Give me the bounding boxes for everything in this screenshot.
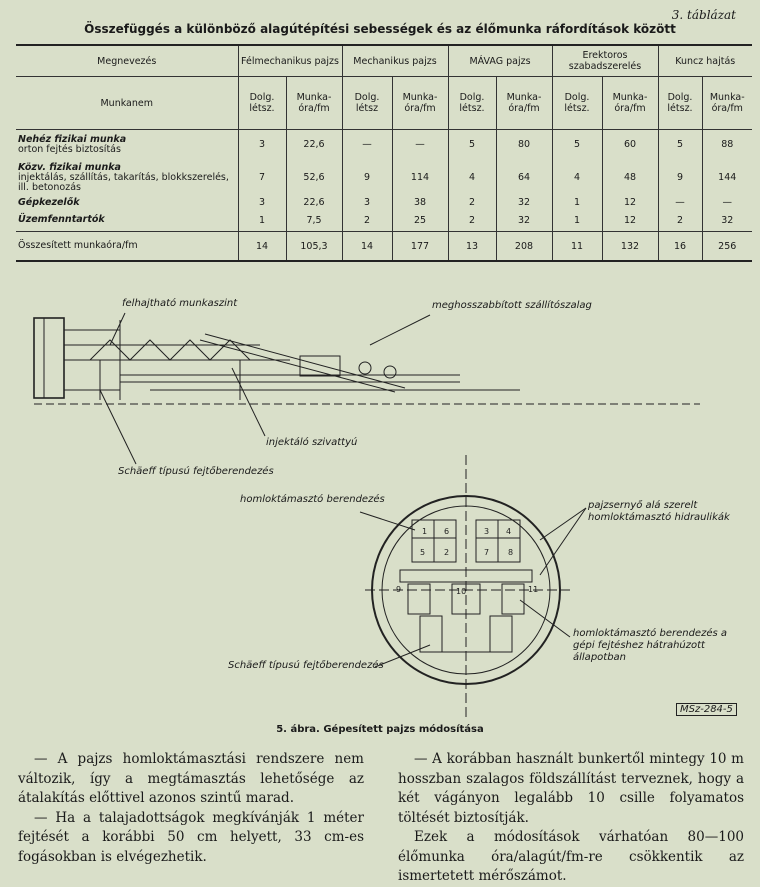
figure-number: 5 <box>420 548 426 557</box>
table-cell: 80 <box>496 130 552 160</box>
table-cell: 1 <box>238 210 286 232</box>
table-cell: 4 <box>552 160 602 196</box>
sub-header: Munka-óra/fm <box>496 77 552 130</box>
sub-header: Munka-óra/fm <box>702 77 752 130</box>
text-column-left <box>18 750 364 867</box>
header-group: MÁVAG pajzs <box>448 45 552 77</box>
table-cell: 177 <box>392 232 448 262</box>
table-cell: 114 <box>392 160 448 196</box>
table-cell: 48 <box>602 160 658 196</box>
sub-header: Dolg. létsz. <box>238 77 286 130</box>
table-cell: 132 <box>602 232 658 262</box>
figure-caption: 5. ábra. Gépesített pajzs módosítása <box>276 724 484 735</box>
label-homloktamaszto-1: homloktámasztó berendezés <box>240 494 385 505</box>
total-label: Összesített munkaóra/fm <box>16 232 238 262</box>
header-group: Erektoros szabadszerelés <box>552 45 658 77</box>
table-row <box>16 160 752 196</box>
table-cell: 1 <box>552 196 602 210</box>
table-cell: 7 <box>238 160 286 196</box>
table-cell: — <box>702 196 752 210</box>
figure-number: 7 <box>484 548 490 557</box>
table-cell: 1 <box>552 210 602 232</box>
sub-header: Dolg. létsz. <box>552 77 602 130</box>
label-pajzsernyo: pajzsernyő alá szerelt homloktámasztó hidraulikák <box>588 500 730 523</box>
row-label: Közv. fizikai munka injektálás, szállítás, takarítás, blokkszerelés, ill. betonozás <box>18 161 229 193</box>
table-cell: 208 <box>496 232 552 262</box>
row-label: Gépkezelők <box>18 196 80 208</box>
header-group: Kuncz hajtás <box>658 45 752 77</box>
figure-number: 3 <box>484 527 490 536</box>
sub-header: Dolg. létsz <box>342 77 392 130</box>
shield-front-view <box>365 455 570 720</box>
table-cell: 16 <box>658 232 702 262</box>
table-cell: 25 <box>392 210 448 232</box>
sub-header: Munka-óra/fm <box>392 77 448 130</box>
row-label: Nehéz fizikai munka orton fejtés biztosítás <box>18 133 127 155</box>
header-group: Mechanikus pajzs <box>342 45 448 77</box>
table-cell: 32 <box>702 210 752 232</box>
table-cell: 144 <box>702 160 752 196</box>
label-homloktamaszto-2: homloktámasztó berendezés a gépi fejtéshez hátrahúzott állapotban <box>573 628 727 663</box>
table-cell: 3 <box>238 196 286 210</box>
table-cell: 88 <box>702 130 752 160</box>
table-title: Összefüggés a különböző alagútépítési sebességek és az élőmunka ráfordítások között <box>84 22 676 36</box>
table-cell: 2 <box>448 196 496 210</box>
table-cell: 38 <box>392 196 448 210</box>
shield-side-view <box>34 318 700 404</box>
figure-number: 9 <box>396 585 402 594</box>
figure-number: 1 <box>422 527 428 536</box>
table-cell: 32 <box>496 210 552 232</box>
row-label: Üzemfenntartók <box>18 214 105 226</box>
label-injektalo: injektáló szivattyú <box>266 437 358 448</box>
data-table <box>16 44 752 262</box>
table-cell: 14 <box>238 232 286 262</box>
table-cell: 3 <box>342 196 392 210</box>
table-cell: 5 <box>658 130 702 160</box>
table-cell: 9 <box>342 160 392 196</box>
table-cell: — <box>342 130 392 160</box>
figure-number: 8 <box>508 548 514 557</box>
table-cell: 64 <box>496 160 552 196</box>
table-cell: 7,5 <box>286 210 342 232</box>
sub-header: Munka-óra/fm <box>286 77 342 130</box>
paragraph: — A pajzs homloktámasztási rendszere nem változik, így a megtámasztás lehetősége az átalakítás előttivel azonos szintű marad. <box>18 751 364 806</box>
header-megnevezes: Megnevezés <box>16 45 238 77</box>
table-cell: 13 <box>448 232 496 262</box>
table-cell: 5 <box>448 130 496 160</box>
label-szallitoszalag: meghosszabbított szállítószalag <box>432 300 592 311</box>
table-cell: 256 <box>702 232 752 262</box>
table-cell: 11 <box>552 232 602 262</box>
table-cell: 3 <box>238 130 286 160</box>
header-row-groups <box>16 45 752 77</box>
drawing-stamp: MSz-284-5 <box>676 703 737 716</box>
table-cell: 32 <box>496 196 552 210</box>
figure-number: 4 <box>506 527 512 536</box>
table-row <box>16 196 752 210</box>
table-cell: 4 <box>448 160 496 196</box>
paragraph: Ezek a módosítások várhatóan 80—100 élőmunka óra/alagút/fm-re csökkentik az ismertetett mérőszámot. <box>398 829 744 884</box>
table-cell: 60 <box>602 130 658 160</box>
table-cell: 2 <box>448 210 496 232</box>
figure-number: 10 <box>456 587 467 596</box>
sub-header: Dolg. létsz. <box>658 77 702 130</box>
table-cell: — <box>392 130 448 160</box>
table-total-row <box>16 232 752 262</box>
table-cell: 22,6 <box>286 196 342 210</box>
table-row <box>16 130 752 160</box>
table-cell: 12 <box>602 210 658 232</box>
sub-header: Dolg. létsz. <box>448 77 496 130</box>
table-cell: 9 <box>658 160 702 196</box>
label-schaeff-1: Schäeff típusú fejtőberendezés <box>118 466 274 477</box>
table-cell: 5 <box>552 130 602 160</box>
label-felhajthato: felhajtható munkaszint <box>122 298 238 309</box>
figure-number: 2 <box>444 548 450 557</box>
table-cell: 2 <box>658 210 702 232</box>
paragraph: — A korábban használt bunkertől mintegy 10 m hosszban szalagos földszállítást terveznek, hogy a két vágányon legalább 10 csille folyamatos töltését biztosítják. <box>398 751 744 826</box>
table-number: 3. táblázat <box>671 8 736 22</box>
table-cell: 12 <box>602 196 658 210</box>
paragraph: — Ha a talajadottságok megkívánják 1 méter fejtését a korábbi 50 cm helyett, 33 cm-es fogásokban is elvégezhetik. <box>18 809 364 865</box>
table-cell: 105,3 <box>286 232 342 262</box>
table-cell: 52,6 <box>286 160 342 196</box>
table-cell: 2 <box>342 210 392 232</box>
header-row-sub <box>16 77 752 130</box>
table-cell: 14 <box>342 232 392 262</box>
figure-number: 11 <box>528 585 539 594</box>
header-group: Félmechanikus pajzs <box>238 45 342 77</box>
header-munkanem: Munkanem <box>16 77 238 130</box>
table-cell: — <box>658 196 702 210</box>
text-column-right <box>398 750 744 887</box>
label-schaeff-2: Schäeff típusú fejtőberendezés <box>228 660 384 671</box>
sub-header: Munka-óra/fm <box>602 77 658 130</box>
figure-number: 6 <box>444 527 450 536</box>
table-row <box>16 210 752 232</box>
table-cell: 22,6 <box>286 130 342 160</box>
